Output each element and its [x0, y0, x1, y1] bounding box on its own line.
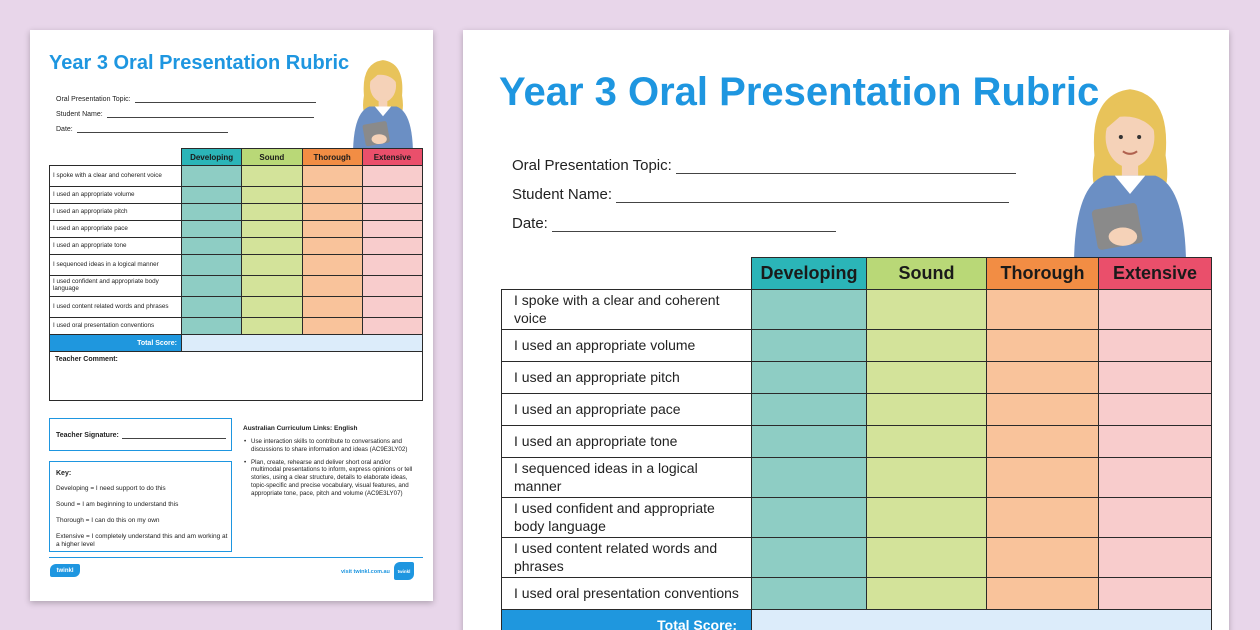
score-cell[interactable]	[752, 426, 867, 458]
total-score-cell[interactable]	[752, 610, 1212, 630]
worksheet-preview-small	[30, 30, 433, 601]
score-cell[interactable]	[752, 330, 867, 362]
score-cell[interactable]	[182, 166, 242, 187]
score-cell[interactable]	[242, 166, 302, 187]
score-cell[interactable]	[867, 426, 987, 458]
total-row	[502, 610, 1212, 630]
table-row	[50, 166, 423, 187]
table-row	[50, 255, 423, 276]
score-cell[interactable]	[302, 238, 362, 255]
score-cell[interactable]	[987, 538, 1099, 578]
key-box	[49, 461, 232, 552]
score-cell[interactable]	[1099, 538, 1212, 578]
criterion-label: I used oral presentation conventions	[502, 578, 752, 610]
key-item: Developing = I need support to do this	[56, 485, 166, 492]
score-cell[interactable]	[1099, 426, 1212, 458]
score-cell[interactable]	[867, 394, 987, 426]
total-row	[50, 335, 423, 352]
student-name-field[interactable]: Student Name:	[512, 186, 1009, 203]
key-item: Extensive = I completely understand this and am working at a higher level	[56, 533, 228, 549]
score-cell[interactable]	[362, 221, 422, 238]
table-row	[502, 458, 1212, 498]
score-cell[interactable]	[867, 290, 987, 330]
score-cell[interactable]	[752, 538, 867, 578]
criterion-label: I used an appropriate pitch	[50, 204, 182, 221]
student-illustration	[343, 52, 423, 150]
score-cell[interactable]	[867, 458, 987, 498]
score-cell[interactable]	[362, 166, 422, 187]
table-row	[50, 187, 423, 204]
score-cell[interactable]	[362, 204, 422, 221]
score-cell[interactable]	[752, 290, 867, 330]
table-row	[50, 297, 423, 318]
criterion-label: I used oral presentation conventions	[50, 318, 182, 335]
score-cell[interactable]	[867, 330, 987, 362]
date-field[interactable]: Date:	[56, 126, 228, 133]
criterion-label: I sequenced ideas in a logical manner	[50, 255, 182, 276]
table-row	[50, 238, 423, 255]
score-cell[interactable]	[302, 187, 362, 204]
curriculum-heading: Australian Curriculum Links: English	[243, 425, 358, 432]
table-row	[502, 538, 1212, 578]
criterion-label: I used an appropriate volume	[502, 330, 752, 362]
level-thorough: Thorough	[302, 149, 362, 166]
score-cell[interactable]	[302, 276, 362, 297]
level-sound: Sound	[242, 149, 302, 166]
page-title: Year 3 Oral Presentation Rubric	[49, 52, 350, 74]
score-cell[interactable]	[752, 498, 867, 538]
criterion-label: I used an appropriate volume	[50, 187, 182, 204]
score-cell[interactable]	[182, 276, 242, 297]
score-cell[interactable]	[182, 318, 242, 335]
score-cell[interactable]	[302, 297, 362, 318]
table-row	[502, 330, 1212, 362]
topic-field[interactable]: Oral Presentation Topic:	[512, 157, 1016, 174]
twinkl-logo: twinkl	[50, 564, 80, 577]
table-row	[502, 394, 1212, 426]
teacher-comment-label: Teacher Comment:	[55, 356, 118, 363]
rubric-table	[49, 148, 423, 352]
table-row	[50, 318, 423, 335]
score-cell[interactable]	[752, 394, 867, 426]
score-cell[interactable]	[752, 362, 867, 394]
table-row	[502, 578, 1212, 610]
criterion-label: I spoke with a clear and coherent voice	[502, 290, 752, 330]
score-cell[interactable]	[302, 318, 362, 335]
score-cell[interactable]	[242, 297, 302, 318]
score-cell[interactable]	[1099, 458, 1212, 498]
score-cell[interactable]	[242, 318, 302, 335]
score-cell[interactable]	[242, 221, 302, 238]
score-cell[interactable]	[1099, 362, 1212, 394]
score-cell[interactable]	[1099, 330, 1212, 362]
total-score-label: Total Score:	[50, 335, 182, 352]
table-row	[502, 290, 1212, 330]
score-cell[interactable]	[752, 578, 867, 610]
score-cell[interactable]	[302, 166, 362, 187]
criterion-label: I used content related words and phrases	[50, 297, 182, 318]
table-row	[502, 426, 1212, 458]
score-cell[interactable]	[242, 255, 302, 276]
score-cell[interactable]	[1099, 394, 1212, 426]
score-cell[interactable]	[362, 318, 422, 335]
score-cell[interactable]	[1099, 498, 1212, 538]
total-score-label: Total Score:	[502, 610, 752, 630]
curriculum-item: • Plan, create, rehearse and deliver short oral and/or multimodal presentations to inform, express opinions or tell stories, using a clear structure, details to elaborate ideas, topic-specific and precise vocabulary, visual features, and appropriate tone, pace, pitch and volume (AC9E3LY07)	[243, 459, 415, 498]
score-cell[interactable]	[302, 221, 362, 238]
level-sound: Sound	[867, 258, 987, 290]
score-cell[interactable]	[987, 458, 1099, 498]
criterion-label: I used an appropriate pitch	[502, 362, 752, 394]
table-row	[502, 362, 1212, 394]
score-cell[interactable]	[987, 498, 1099, 538]
criterion-label: I used an appropriate pace	[50, 221, 182, 238]
level-developing: Developing	[182, 149, 242, 166]
level-extensive: Extensive	[362, 149, 422, 166]
level-thorough: Thorough	[987, 258, 1099, 290]
score-cell[interactable]	[362, 187, 422, 204]
score-cell[interactable]	[182, 238, 242, 255]
table-row	[50, 221, 423, 238]
student-illustration	[1061, 74, 1199, 257]
score-cell[interactable]	[362, 297, 422, 318]
level-extensive: Extensive	[1099, 258, 1212, 290]
criterion-label: I used an appropriate pace	[502, 394, 752, 426]
curriculum-links	[243, 425, 415, 502]
table-row	[502, 498, 1212, 538]
footer-url[interactable]: visit twinkl.com.au	[341, 569, 390, 575]
date-field[interactable]: Date:	[512, 215, 836, 232]
key-item: Thorough = I can do this on my own	[56, 517, 160, 524]
criterion-label: I sequenced ideas in a logical manner	[502, 458, 752, 498]
score-cell[interactable]	[362, 255, 422, 276]
score-cell[interactable]	[867, 538, 987, 578]
score-cell[interactable]	[987, 290, 1099, 330]
score-cell[interactable]	[182, 204, 242, 221]
criterion-label: I spoke with a clear and coherent voice	[50, 166, 182, 187]
score-cell[interactable]	[987, 394, 1099, 426]
score-cell[interactable]	[182, 297, 242, 318]
total-score-cell[interactable]	[182, 335, 423, 352]
score-cell[interactable]	[867, 362, 987, 394]
table-row	[50, 276, 423, 297]
criterion-label: I used content related words and phrases	[502, 538, 752, 578]
score-cell[interactable]	[867, 498, 987, 538]
table-row	[50, 204, 423, 221]
score-cell[interactable]	[362, 238, 422, 255]
score-cell[interactable]	[242, 187, 302, 204]
page-title: Year 3 Oral Presentation Rubric	[499, 70, 1100, 114]
worksheet-preview-large	[463, 30, 1229, 630]
score-cell[interactable]	[182, 255, 242, 276]
score-cell[interactable]	[242, 276, 302, 297]
score-cell[interactable]	[362, 276, 422, 297]
score-cell[interactable]	[1099, 290, 1212, 330]
twinkl-badge: twinkl	[394, 562, 414, 580]
score-cell[interactable]	[1099, 578, 1212, 610]
score-cell[interactable]	[302, 255, 362, 276]
criterion-label: I used confident and appropriate body language	[502, 498, 752, 538]
rubric-table	[501, 257, 1212, 630]
score-cell[interactable]	[242, 238, 302, 255]
score-cell[interactable]	[987, 330, 1099, 362]
teacher-signature-box[interactable]	[49, 418, 232, 451]
footer-divider	[49, 557, 423, 558]
student-name-field[interactable]: Student Name:	[56, 111, 314, 118]
level-developing: Developing	[752, 258, 867, 290]
score-cell[interactable]	[302, 204, 362, 221]
key-label: Key:	[56, 470, 72, 477]
score-cell[interactable]	[242, 204, 302, 221]
curriculum-item: • Use interaction skills to contribute to conversations and discussions to share information and ideas (AC9E3LY02)	[243, 438, 415, 454]
key-item: Sound = I am beginning to understand this	[56, 501, 179, 508]
teacher-comment-box[interactable]	[49, 350, 423, 401]
criterion-label: I used an appropriate tone	[502, 426, 752, 458]
rubric-header-row	[50, 149, 423, 166]
score-cell[interactable]	[182, 221, 242, 238]
score-cell[interactable]	[867, 578, 987, 610]
rubric-header-row	[502, 258, 1212, 290]
score-cell[interactable]	[987, 578, 1099, 610]
criterion-label: I used an appropriate tone	[50, 238, 182, 255]
criterion-label: I used confident and appropriate body language	[50, 276, 182, 297]
score-cell[interactable]	[987, 362, 1099, 394]
score-cell[interactable]	[752, 458, 867, 498]
topic-field[interactable]: Oral Presentation Topic:	[56, 96, 316, 103]
score-cell[interactable]	[987, 426, 1099, 458]
teacher-signature-label: Teacher Signature:	[56, 432, 119, 439]
score-cell[interactable]	[182, 187, 242, 204]
